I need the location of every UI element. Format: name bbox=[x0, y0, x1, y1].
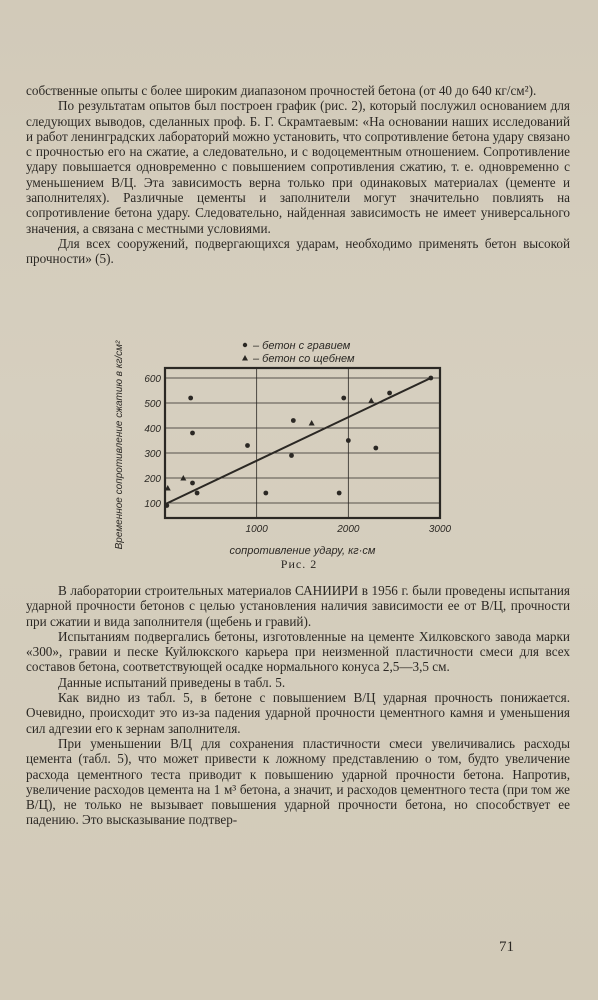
paragraph: В лаборатории строительных материалов САНИИРИ в 1956 г. были проведены испытания ударной прочности бетонов с целью установления наличия зависимости ее от В/Ц, прочности при сжатии и вида заполнителя (щебень и гравий). bbox=[26, 583, 570, 629]
paragraph: Данные испытаний приведены в табл. 5. bbox=[58, 674, 286, 690]
data-point-gravel bbox=[164, 503, 169, 508]
data-point-gravel bbox=[291, 418, 296, 423]
y-tick-label: 500 bbox=[144, 399, 161, 410]
data-point-gravel bbox=[190, 431, 195, 436]
data-point-gravel bbox=[337, 491, 342, 496]
legend-label-crushed-stone: – бетон со щебнем bbox=[253, 353, 355, 365]
plot-frame bbox=[165, 368, 440, 518]
body-text-top bbox=[26, 83, 570, 267]
data-point-gravel bbox=[245, 443, 250, 448]
data-point-gravel bbox=[428, 376, 433, 381]
paragraph: По результатам опытов был построен график (рис. 2), который послужил основанием для следующих выводов, сделанных проф. Б. Г. Скрамтаевым: «На основании наших исследований и работ ленинградских лабораторий можно установить, что сопротивление бетона удару связано с прочностью его на сжатие, а следовательно, и с водоцементным отношением. Сопротивление удару повышается одновременно с повышением сопротивления сжатию, т. е. одновременно с уменьшением В/Ц. Эта зависимость верна только при одинаковых материалах (цементе и заполнителях). Различные цементы и заполнители могут значительно повлиять на сопротивление бетона удару. Следовательно, найденная зависимость не имеет универсального значения, а связана с местными условиями. bbox=[26, 98, 570, 236]
data-point-crushed-stone bbox=[368, 398, 374, 404]
data-point-crushed-stone bbox=[309, 420, 315, 426]
legend-marker-crushed-stone bbox=[242, 355, 248, 361]
x-tick-label: 3000 bbox=[428, 524, 452, 535]
x-tick-label: 2000 bbox=[337, 524, 360, 535]
data-point-gravel bbox=[263, 491, 268, 496]
legend-label-gravel: – бетон с гравием bbox=[253, 340, 351, 352]
data-point-gravel bbox=[373, 446, 378, 451]
x-axis-label: сопротивление удару, кг·см bbox=[229, 545, 376, 557]
data-point-gravel bbox=[289, 453, 294, 458]
paragraph: собственные опыты с более широким диапазоном прочностей бетона (от 40 до 640 кг/см²). bbox=[26, 83, 537, 98]
trend-line bbox=[165, 378, 431, 504]
y-tick-label: 100 bbox=[144, 499, 161, 510]
paragraph: Испытаниям подвергались бетоны, изготовленные на цементе Хилковского завода марки «300», гравии и песке Куйлюкского карьера при неизменной пластичности смеси для всех составов бетона, соответствующей осадке нормального конуса 2,5—3,5 см. bbox=[26, 628, 570, 675]
data-point-gravel bbox=[387, 391, 392, 396]
legend-marker-gravel bbox=[243, 343, 247, 347]
data-point-gravel bbox=[346, 438, 351, 443]
data-point-gravel bbox=[190, 481, 195, 486]
y-tick-label: 200 bbox=[144, 474, 161, 485]
data-point-gravel bbox=[195, 491, 200, 496]
figure-chart bbox=[0, 330, 598, 560]
y-tick-label: 600 bbox=[144, 374, 161, 385]
data-point-gravel bbox=[188, 396, 193, 401]
y-axis-label: Временное сопротивление сжатию в кг/см² bbox=[114, 340, 125, 550]
figure-caption: Рис. 2 bbox=[280, 557, 318, 571]
y-tick-label: 400 bbox=[144, 424, 161, 435]
paragraph: Как видно из табл. 5, в бетоне с повышением В/Ц ударная прочность понижается. Очевидно, происходит это из-за падения ударной прочности цементного камня и уменьшения сил адгезии его к зернам заполнителя. bbox=[26, 690, 570, 736]
x-tick-label: 1000 bbox=[245, 524, 268, 535]
page-number: 71 bbox=[499, 939, 514, 955]
body-text-bottom bbox=[26, 583, 570, 828]
paragraph: При уменьшении В/Ц для сохранения пластичности смеси увеличивались расходы цемента (табл. 5), что может привести к ложному представлению о том, будто увеличение расхода цементного теста приводит к повышению ударной прочности бетона. Напротив, увеличение расходов цемента на 1 м³ бетона, а значит, и расходов цементного теста (при том же В/Ц), не только не вызывает повышения ударной прочности бетона, но способствует ее падению. Это высказывание подтвер- bbox=[26, 735, 570, 828]
y-tick-label: 300 bbox=[144, 449, 161, 460]
paragraph: Для всех сооружений, подвергающихся ударам, необходимо применять бетон высокой прочности» (5). bbox=[26, 235, 570, 267]
data-point-gravel bbox=[341, 396, 346, 401]
